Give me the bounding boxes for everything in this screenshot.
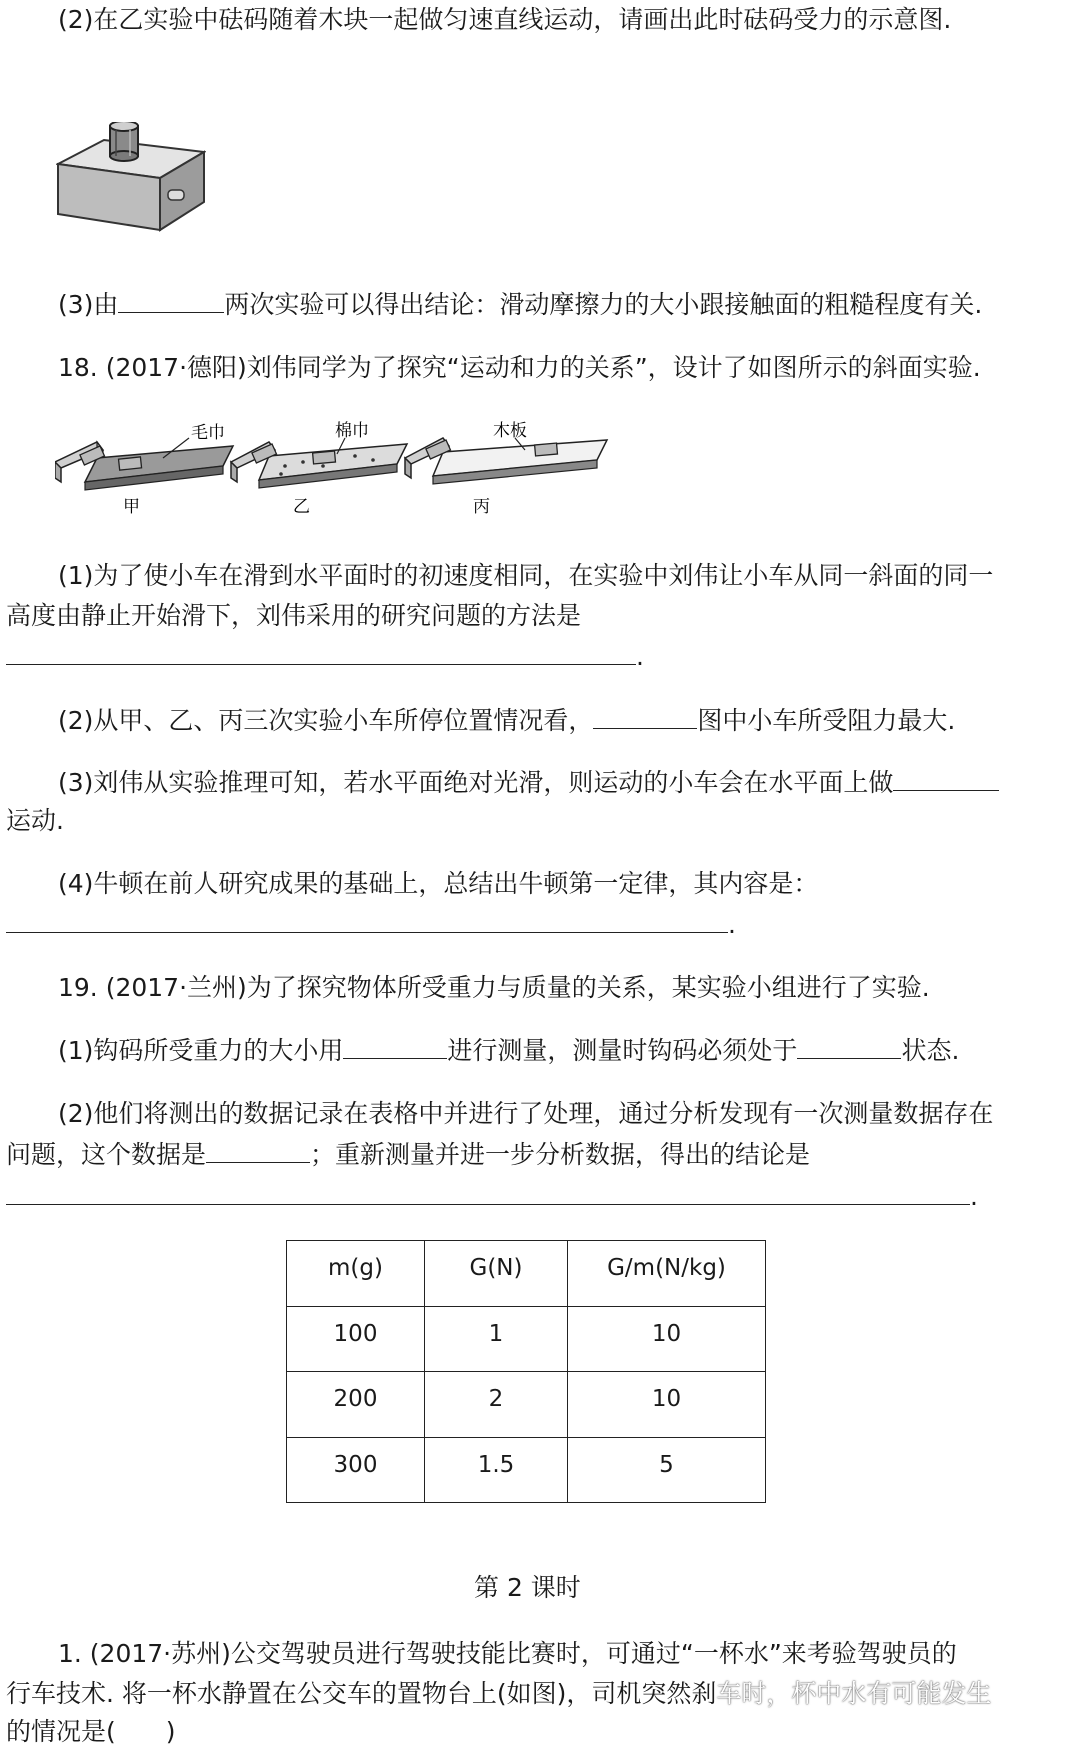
surface-label-mianjin: 棉巾: [335, 421, 369, 441]
watermark-overlay: 车时，杯中水有可能发生: [716, 1679, 992, 1708]
q19-part1: [58, 1032, 959, 1069]
q18-part4-line1: (4)牛顿在前人研究成果的基础上，总结出牛顿第一定律，其内容是：: [58, 869, 819, 898]
q18-part1-line1: (1)为了使小车在滑到水平面时的初速度相同，在实验中刘伟让小车从同一斜面的同一: [58, 561, 994, 590]
table-cell: 1.5: [425, 1437, 568, 1503]
table-cell: 200: [287, 1372, 425, 1438]
q19-part1-end: 状态.: [901, 1036, 960, 1065]
surface-label-muban: 木板: [493, 421, 527, 441]
q19-title: 19. (2017·兰州)为了探究物体所受重力与质量的关系，某实验小组进行了实验.: [58, 973, 930, 1002]
table-cell: 10: [568, 1306, 766, 1372]
q18-part4-line2: [6, 906, 736, 943]
q17-part3-blank[interactable]: [118, 286, 224, 313]
q18-part3-lead: (3)刘伟从实验推理可知，若水平面绝对光滑，则运动的小车会在水平面上做: [58, 768, 894, 797]
q17-part3-lead: (3)由: [58, 290, 119, 319]
incline-setup-jia: [55, 423, 233, 515]
table-cell: 5: [568, 1437, 766, 1503]
q19-part2-line2: [6, 1136, 810, 1173]
q18-part1-blank[interactable]: [6, 638, 636, 665]
lesson2-q1-line1: 1. (2017·苏州)公交驾驶员进行驾驶技能比赛时，可通过“一杯水”来考验驾驶员的: [58, 1639, 957, 1668]
q18-part2-blank[interactable]: [593, 702, 697, 729]
surface-label-maojin: 毛巾: [191, 423, 225, 443]
q18-part2: [58, 702, 955, 739]
table-header-row: [287, 1241, 766, 1307]
table-cell: 1: [425, 1306, 568, 1372]
q18-part4-blank[interactable]: [6, 906, 728, 933]
q18-part2-lead: (2)从甲、乙、丙三次实验小车所停位置情况看，: [58, 706, 594, 735]
table-header-cell: m(g): [287, 1241, 425, 1307]
incline-setup-bing: [405, 421, 607, 515]
q19-part2-line1: (2)他们将测出的数据记录在表格中并进行了处理，通过分析发现有一次测量数据存在: [58, 1099, 994, 1128]
q19-part2-line3: [6, 1178, 978, 1215]
q19-part1-blank2[interactable]: [797, 1032, 901, 1059]
mass-weight-table: [286, 1240, 766, 1503]
q19-part1-mid: 进行测量，测量时钩码必须处于: [447, 1036, 798, 1065]
block-with-weight-figure: [56, 122, 206, 234]
table-row: [287, 1306, 766, 1372]
q19-part2-blank1[interactable]: [206, 1136, 310, 1163]
setup-label-jia: 甲: [123, 497, 140, 515]
table-cell: 10: [568, 1372, 766, 1438]
table-cell: 300: [287, 1437, 425, 1503]
table-row: [287, 1372, 766, 1438]
lesson2-q1-line2: [6, 1676, 991, 1712]
q18-part1-line2: 高度由静止开始滑下，刘伟采用的研究问题的方法是: [6, 601, 582, 630]
table-header-cell: G/m(N/kg): [568, 1241, 766, 1307]
q17-part3-rest: 两次实验可以得出结论：滑动摩擦力的大小跟接触面的粗糙程度有关.: [224, 290, 983, 319]
q17-part3: [58, 286, 982, 323]
q19-part2-mid: ；重新测量并进一步分析数据，得出的结论是: [310, 1140, 811, 1169]
incline-experiment-figure: [55, 420, 635, 515]
q17-part2-text: (2)在乙实验中砝码随着木块一起做匀速直线运动，请画出此时砝码受力的示意图.: [58, 5, 952, 34]
lesson2-q1-line2-text: 行车技术. 将一杯水静置在公交车的置物台上(如图)，司机突然刹: [6, 1679, 717, 1708]
q18-part2-rest: 图中小车所受阻力最大.: [697, 706, 956, 735]
q18-part1-period: .: [636, 642, 644, 671]
table-cell: 100: [287, 1306, 425, 1372]
lesson2-heading: 第 2 课时: [474, 1573, 581, 1602]
q18-part3-line1: [58, 764, 999, 801]
incline-setup-yi: [231, 421, 407, 515]
setup-label-bing: 丙: [473, 497, 490, 515]
q19-part1-lead: (1)钩码所受重力的大小用: [58, 1036, 344, 1065]
q19-part2-blank2[interactable]: [6, 1178, 970, 1205]
q19-part2-period: .: [970, 1182, 978, 1211]
q19-part2-lead: 问题，这个数据是: [6, 1140, 207, 1169]
table-cell: 2: [425, 1372, 568, 1438]
q18-part3-blank[interactable]: [893, 764, 999, 791]
table-row: [287, 1437, 766, 1503]
q18-part4-period: .: [728, 910, 736, 939]
q18-title: 18. (2017·德阳)刘伟同学为了探究“运动和力的关系”，设计了如图所示的斜面实验.: [58, 353, 981, 382]
q19-part1-blank1[interactable]: [343, 1032, 447, 1059]
lesson2-q1-line3: 的情况是( ): [6, 1717, 176, 1746]
q18-part1-line3: [6, 638, 644, 675]
q18-part3-line2: 运动.: [6, 806, 64, 835]
table-header-cell: G(N): [425, 1241, 568, 1307]
setup-label-yi: 乙: [293, 497, 310, 515]
